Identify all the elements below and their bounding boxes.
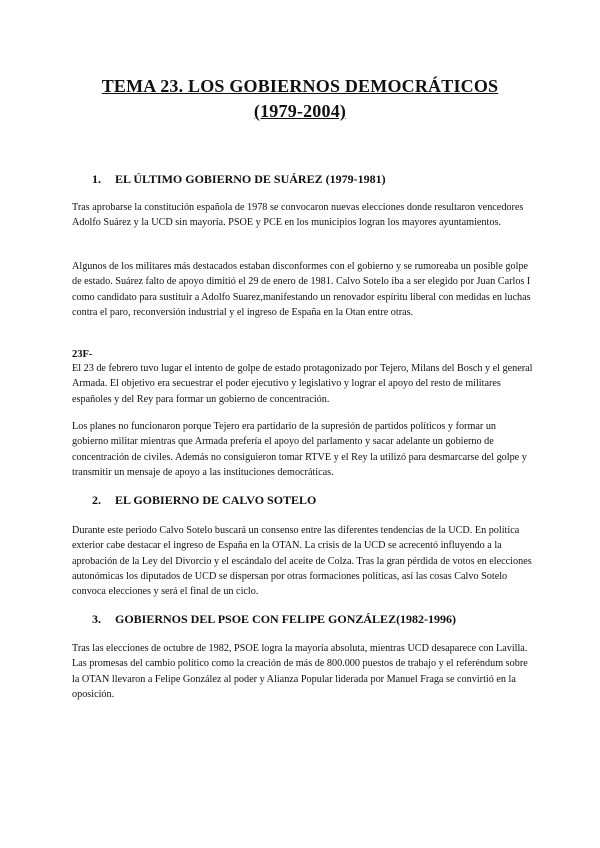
section-number: 2.	[92, 493, 101, 507]
document-title: TEMA 23. LOS GOBIERNOS DEMOCRÁTICOS	[101, 76, 499, 96]
paragraph: Los planes no funcionaron porque Tejero era partidario de la supresión de partidos políticos y formar un gobierno militar mientras que Armada prefería el apoyo del parlamento y sacar adelante un gobierno de concentración de civiles. Además no consiguieron tomar RTVE y el Rey la utilizó para desmarcarse del golpe y transmitir un mensaje de apoyo a las instituciones democráticas.	[72, 421, 527, 478]
document-title-years: (1979-2004)	[253, 101, 347, 121]
section-number: 1.	[92, 172, 101, 186]
paragraph: Algunos de los militares más destacados estaban disconformes con el gobierno y se rumoreaba un posible golpe de estado. Suárez falto de apoyo dimitió el 29 de enero de 1981. Calvo Sotelo iba a ser elegido por Juan Carlos I como candidato para sustituir a Adolfo Suarez,manifestando un renovador espíritu liberal con medidas en luchas contra el paro, reconversión industrial y el ingreso de España en la Otan entre otras.	[72, 261, 531, 318]
paragraph: Durante este periodo Calvo Sotelo buscará un consenso entre las diferentes tendencias de la UCD. En política exterior cabe destacar el ingreso de España en la OTAN. La crisis de la UCD se acrecentó influyendo a la aprobación de la Ley del Divorcio y el escándalo del aceite de Colza. Tras la gran pérdida de votos en elecciones autonómicas los diputados de UCD se dispersan por otras formaciones políticas, así las cosas Calvo Sotelo convoca elecciones y será el final de un ciclo.	[72, 525, 532, 598]
section-heading-text: EL ÚLTIMO GOBIERNO DE SUÁREZ (1979-1981)	[115, 172, 386, 186]
section-heading	[92, 172, 386, 187]
subsection-label: 23F-	[72, 349, 93, 360]
section-number: 3.	[92, 612, 101, 626]
paragraph: Tras las elecciones de octubre de 1982, PSOE logra la mayoría absoluta, mientras UCD desaparece con Lavilla. Las promesas del cambio político como la creación de más de 800.000 puestos de trabajo y el referéndum sobre la OTAN llevaron a Felipe González al poder y Alianza Popular liderada por Manuel Fraga se convirtió en la oposición.	[72, 643, 528, 700]
paragraph: El 23 de febrero tuvo lugar el intento de golpe de estado protagonizado por Tejero, Milans del Bosch y el general Armada. El objetivo era secuestrar el poder ejecutivo y legislativo y lograr el apoyo del resto de militares españoles y del Rey para formar un gobierno de concentración.	[72, 363, 533, 405]
section-heading	[92, 612, 456, 627]
paragraph: Tras aprobarse la constitución española de 1978 se convocaron nuevas elecciones donde resultaron vencedores Adolfo Suárez y la UCD sin mayoría. PSOE y PCE en los municipios logran los mayores ayuntamientos.	[72, 202, 524, 229]
section-heading	[92, 493, 316, 508]
section-heading-text: GOBIERNOS DEL PSOE CON FELIPE GONZÁLEZ(1982-1996)	[115, 612, 457, 626]
section-heading-text: EL GOBIERNO DE CALVO SOTELO	[115, 493, 317, 507]
